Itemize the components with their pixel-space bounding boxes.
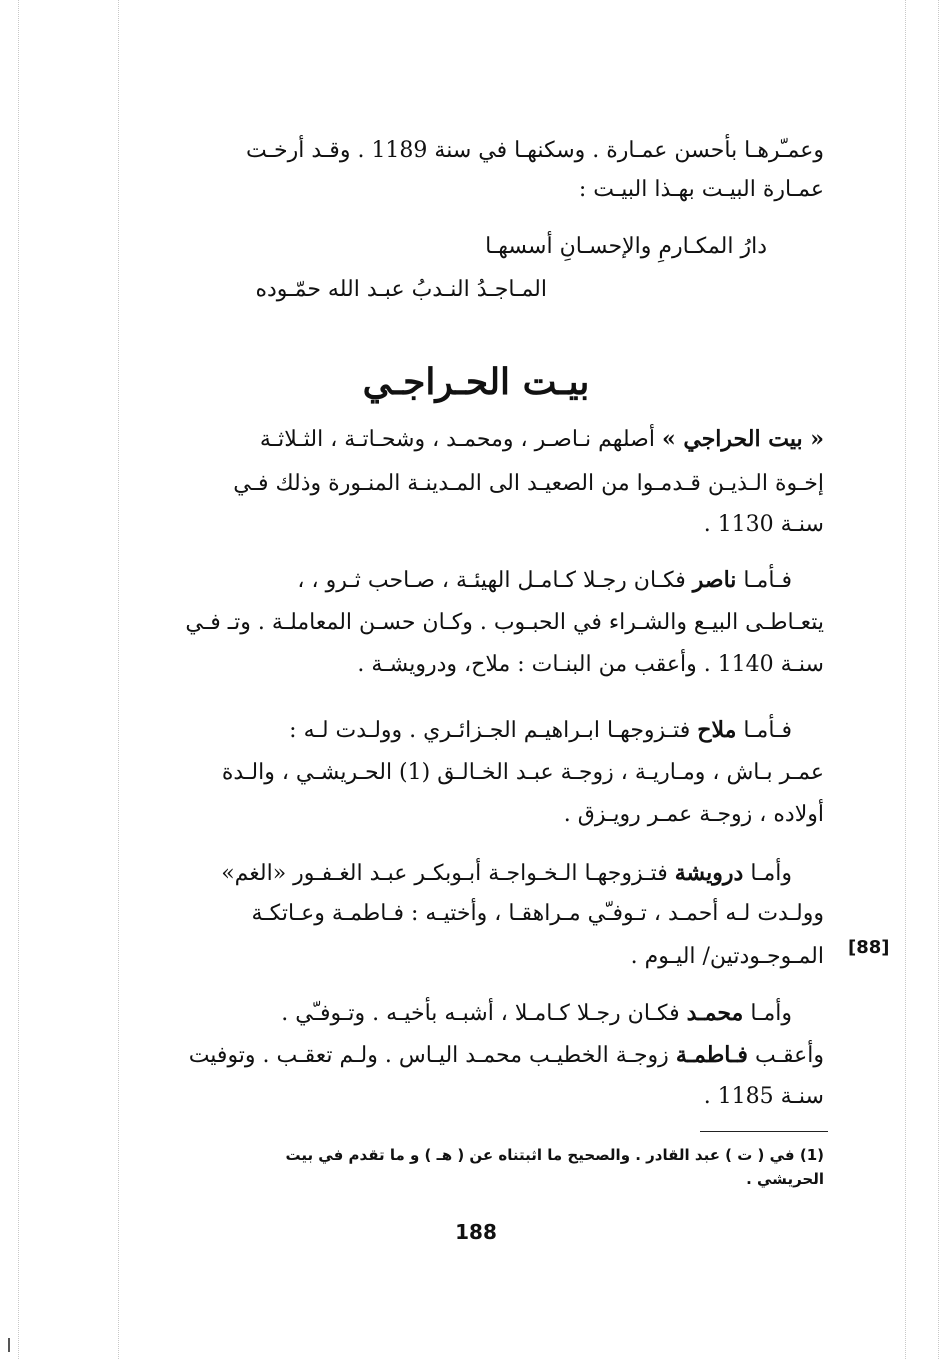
- person-name: ناصر: [692, 567, 737, 593]
- para2-line-1: [148, 565, 792, 596]
- person-name: درويشة: [674, 860, 744, 886]
- scan-dotted-guide: [938, 0, 939, 1359]
- para2-lead: فـأمـا: [736, 568, 792, 593]
- para5-line-2-lead: وأعقـب: [747, 1043, 824, 1068]
- para5-line-1-text: فكـان رجـلا كـامـلا ، أشبـه بأخيـه . وتـوفـّي .: [281, 1001, 687, 1026]
- manuscript-folio-ref: [88]: [848, 937, 890, 958]
- family-name: « بيت الحراجي »: [661, 426, 824, 452]
- para2-line-3: سنـة 1140 . وأعقب من البنـات : ملاح، ودرويشـة .: [357, 652, 824, 677]
- para3-line-2: عمـر بـاش ، ومـاريـة ، زوجـة عبـد الخـالـق (1) الحـريشـي ، والـدة: [221, 760, 824, 785]
- scan-edge-mark: [8, 1338, 10, 1352]
- para5-line-1: [148, 998, 792, 1029]
- para1-line-1: [148, 424, 824, 455]
- person-name: فـاطمـة: [675, 1042, 748, 1068]
- para1-line-2: إخـوة الـذيـن قـدمـوا من الصعيـد الى المـدينـة المنـورة وذلك فـي: [233, 471, 824, 496]
- para3-line-1: [148, 715, 792, 746]
- scan-dotted-guide: [18, 0, 19, 1359]
- poem-verse-1: دارُ المكـارمِ والإحسـانِ أسسهـا: [485, 234, 767, 259]
- intro-line-2: عمـارة البيـت بهـذا البيـت :: [578, 177, 824, 202]
- para3-lead: فـأمـا: [736, 718, 792, 743]
- scan-dotted-guide: [905, 0, 906, 1359]
- para3-line-3: أولاده ، زوجـة عمـر رويـزق .: [563, 802, 824, 827]
- scan-dotted-guide: [118, 0, 119, 1359]
- para5-lead: وأمـا: [743, 1001, 792, 1026]
- person-name: ملاح: [697, 717, 737, 743]
- section-heading: بيـت الحـراجـي: [362, 361, 590, 403]
- para5-line-3: سنـة 1185 .: [703, 1084, 824, 1109]
- para2-line-2: يتعـاطـى البيـع والشـراء في الحبـوب . وكـان حسـن المعاملـة . وتـ فـي: [185, 610, 824, 635]
- footnote-line-1: (1) في ( ت ) عبد القادر . والصحيح ما اثبتناه عن ( هـ ) و ما تقدم في بيت: [285, 1146, 824, 1164]
- page-number: 188: [455, 1220, 497, 1244]
- para4-line-1-text: فتـزوجهـا الـخـواجـة أبـوبكـر عبـد الغـفـور «الغم»: [221, 861, 675, 886]
- para3-line-1-text: فتـزوجهـا ابـراهيـم الجـزائـري . وولـدت لـه :: [289, 718, 698, 743]
- footnote-separator: [700, 1131, 828, 1132]
- para4-lead: وأمـا: [743, 861, 792, 886]
- para1-line-3: سنـة 1130 .: [703, 512, 824, 537]
- person-name: محمـد: [686, 1000, 744, 1026]
- poem-verse-2: المـاجـدُ النـدبُ عبـد الله حمّـوده: [255, 277, 547, 302]
- intro-line-1: وعمـّرهـا بأحسن عمـارة . وسكنهـا في سنة 1189 . وقـد أرخـت: [245, 138, 824, 163]
- para5-line-2: [148, 1040, 824, 1071]
- para4-line-2: وولـدت لـه أحمـد ، تـوفـّي مـراهقـا ، وأختيـه : فـاطمـة وعـاتكـة: [251, 901, 824, 926]
- para1-line-1-text: أصلهم نـاصـر ، ومحمـد ، وشحـاتـة ، الثـلاثـة: [259, 427, 662, 452]
- para2-line-1-text: فكـان رجـلا كـامـل الهيئـة ، صـاحب ثـرو ، ،: [297, 568, 693, 593]
- footnote-line-2: الحريشي .: [746, 1170, 824, 1188]
- para4-line-3: المـوجـودتين/ اليـوم .: [630, 944, 824, 969]
- para4-line-1: [148, 858, 792, 889]
- para5-line-2-text: زوجـة الخطيـب محمـد اليـاس . ولـم تعقـب . وتوفيت: [188, 1043, 676, 1068]
